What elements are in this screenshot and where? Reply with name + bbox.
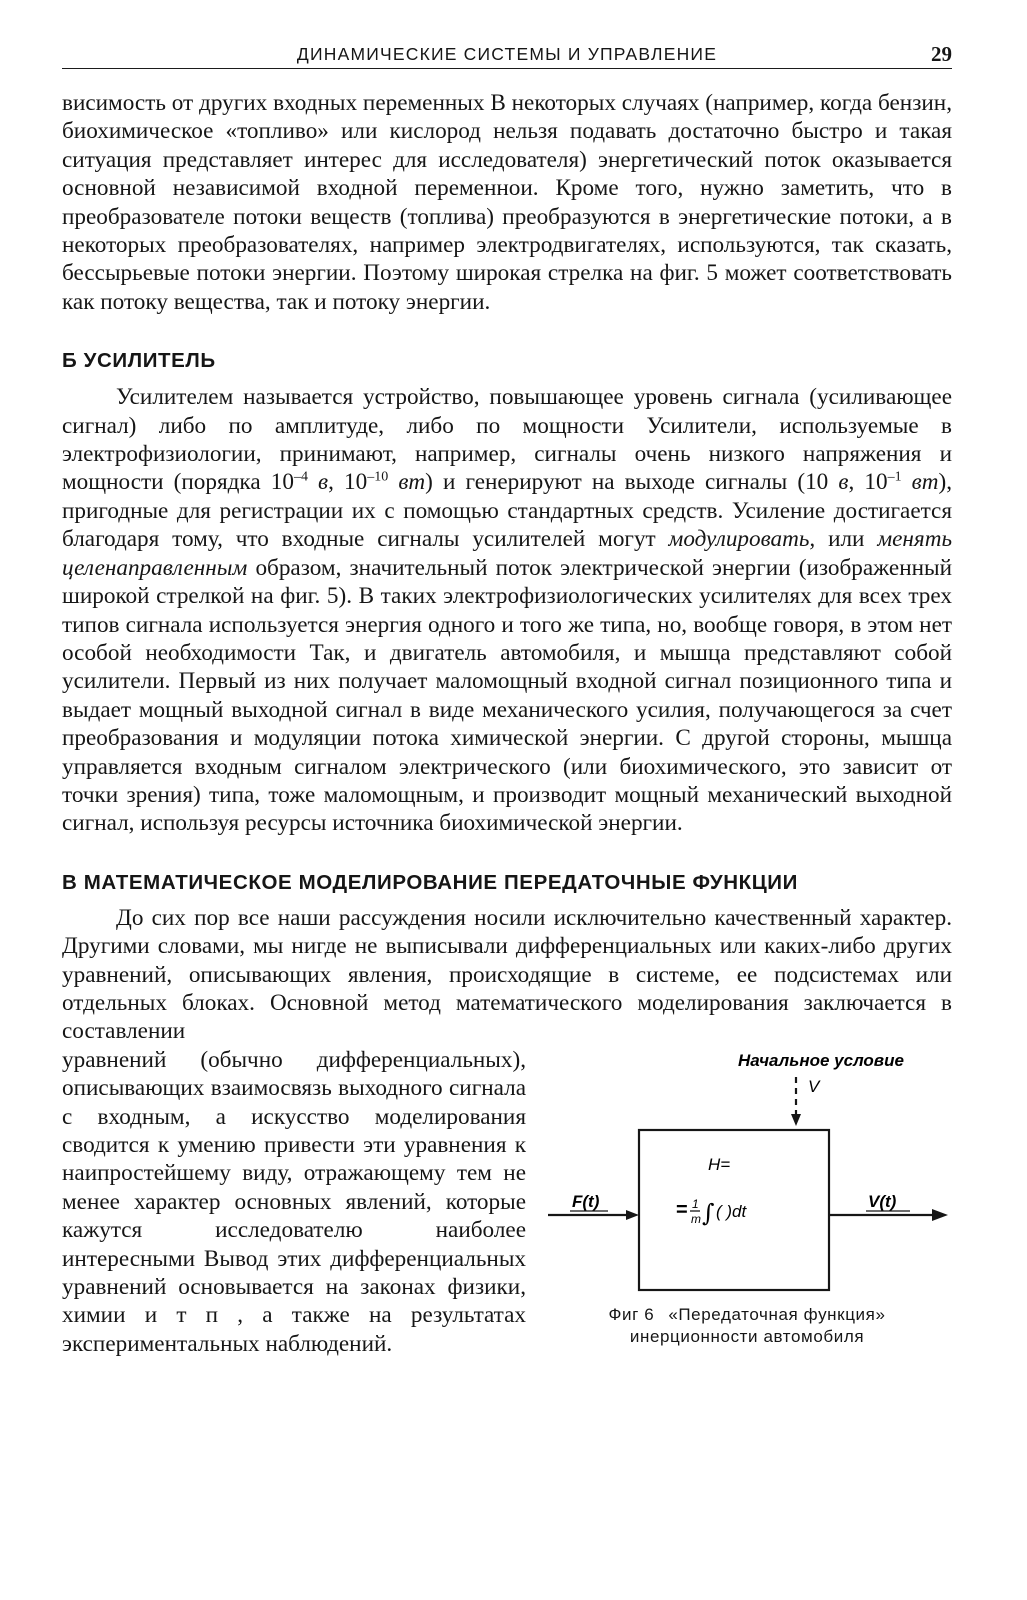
running-title: ДИНАМИЧЕСКИЕ СИСТЕМЫ И УПРАВЛЕНИЕ (296, 44, 718, 64)
italic-purposefully: менять целенаправленным (62, 526, 953, 581)
paragraph-modeling-cont: уравнений (обычно дифференциальных), описывающих взаимосвязь выходного сигнала с входным, а искусство моделирования сводится к умению привести эти уравнения к наипростейшему виду, отражающему тем не менее характер основных явлений, которые кажутся исследователю наиболее интересными Вывод этих дифференциальных уравнений основывается на законах физики, химии и т п , а также на результатах экспериментальных наблюдений. (62, 1046, 526, 1357)
figure-number: Фиг 6 (608, 1304, 655, 1324)
figure-caption (542, 1304, 952, 1348)
input-signal-label: F(t) (572, 1191, 600, 1211)
formula-numerator: 1 (692, 1196, 699, 1211)
formula-rest: ( )dt (716, 1201, 747, 1221)
running-header (62, 34, 952, 69)
formula-denominator: m (691, 1211, 701, 1226)
input-arrowhead (626, 1210, 639, 1220)
formula-integral: ∫ (702, 1198, 715, 1227)
output-arrowhead (932, 1209, 948, 1221)
formula-equals: = (676, 1198, 688, 1221)
paragraph-modeling-intro: До сих пор все наши рассуждения носили исключительно качественный характер. Другими словами, мы нигде не выписывали дифференциальных или каких-либо других уравнений, описывающих явления, происходящие в системе, ее подсистемах или отдельных блоках. Основной метод математического моделирования заключается в составлении (62, 904, 952, 1045)
output-signal-label: V(t) (868, 1191, 897, 1211)
figure-transfer-function (542, 1050, 952, 1366)
paragraph-amplifier: Усилителем называется устройство, повышающее уровень сигнала (усиливающее сигнал) либо по амплитуде, либо по мощности Усилители, используемые в электрофизиологии, принимают, например, сигналы очень низкого напряжения и мощности (порядка $10^{-4}$ в, $10^{-10}$ вт) и генерируют на выходе сигналы (10 в, $10^{-1}$ вт), пригодные для регистрации их с помощью стандартных средств. Усиление достигается благодаря тому, что входные сигналы усилителей могут модулировать, или менять целенаправленным образом, значительный поток электрической энергии (изображенный широкой стрелкой на фиг. 5). В таких электрофизиологических усилителях для всех трех типов сигнала используется энергия одного и того же типа, но, вообще говоря, в этом нет особой необходимости Так, и двигатель автомобиля, и мышца представляют собой усилители. Первый из них получает маломощный входной сигнал позиционного типа и выдает мощный выходной сигнал в виде механического усилия, получающегося за счет преобразования и модуляции потока химической энергии. С другой стороны, мышца управляется входным сигналом электрического (или биохимического, это зависит от точки зрения) типа, тоже маломощным, и производит мощный механический выходной сигнал, используя ресурсы источника биохимической энергии. (62, 384, 953, 837)
page-number: 29 (931, 42, 952, 66)
transfer-h-label: H= (708, 1154, 731, 1174)
initial-condition-var: V (808, 1076, 820, 1096)
section-heading-amplifier: Б УСИЛИТЕЛЬ (62, 349, 216, 373)
block-diagram (542, 1050, 952, 1300)
italic-modulate: модулировать, (668, 526, 816, 553)
initial-condition-arrowhead (791, 1114, 801, 1126)
section-heading-math-modeling: В МАТЕМАТИЧЕСКОЕ МОДЕЛИРОВАНИЕ ПЕРЕДАТОЧНЫЕ ФУНКЦИИ (62, 870, 798, 894)
figure-title: «Передаточная функция» инерционности автомобиля (629, 1304, 886, 1346)
paragraph-continued: висимость от других входных переменных В некоторых случаях (например, когда бензин, биохимическое «топливо» или кислород нельзя подавать достаточно быстро и такая ситуация представляет интерес для исследователя) энергетический поток оказывается основной независимой входной переменнои. Кроме того, нужно заметить, что в преобразователе потоки веществ (топлива) преобразуются в энергетические потоки, а в некоторых преобразователях, например электродвигателях, используются, так сказать, бессырьевые потоки энергии. Поэтому широкая стрелка на фиг. 5 может соответствовать как потоку вещества, так и потоку энергии. (62, 90, 952, 315)
book-page (62, 34, 952, 1366)
text-figure-block (62, 1046, 952, 1366)
initial-condition-label: Начальное условие (738, 1050, 904, 1070)
